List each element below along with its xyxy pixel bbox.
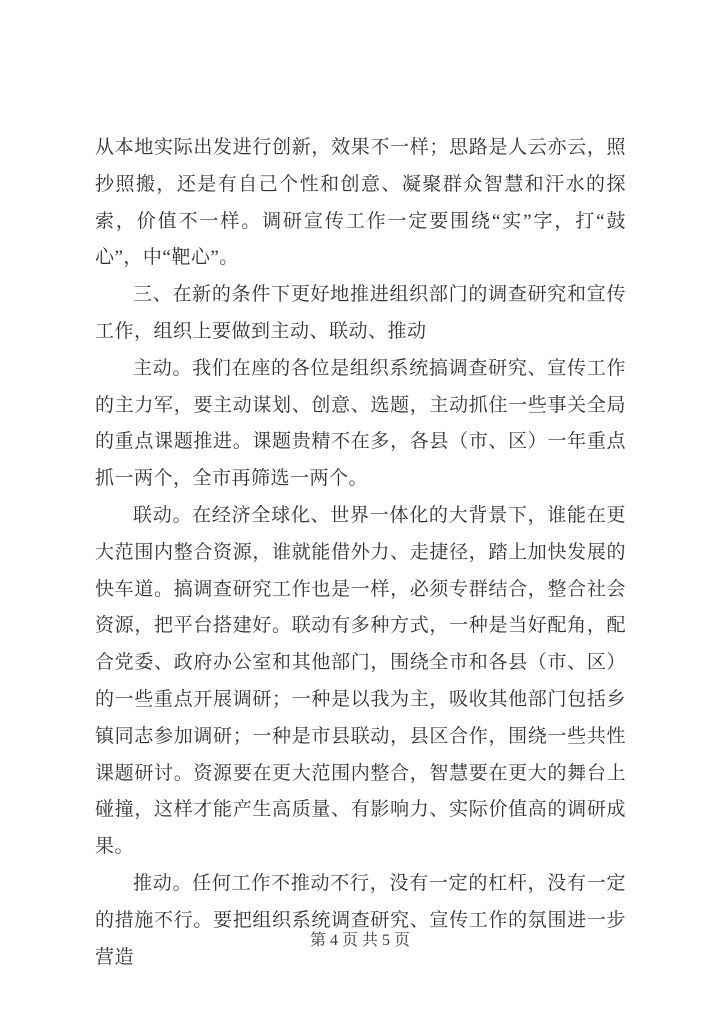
paragraph-zhudong: 主动。我们在座的各位是组织系统搞调查研究、宣传工作的主力军，要主动谋划、创意、选题，主动抓住一些事关全局的重点课题推进。课题贵精不在多，各县（市、区）一年重点抓一两个，全市再筛选一两个。 [95, 357, 626, 490]
paragraph-liandong: 联动。在经济全球化、世界一体化的大背景下，谁能在更大范围内整合资源，谁就能借外力、走捷径，踏上加快发展的快车道。搞调查研究工作也是一样，必须专群结合，整合社会资源，把平台搭建好。联动有多种方式，一种是当好配角，配合党委、政府办公室和其他部门，围绕全市和各县（市、区）的一些重点开展调研；一种是以我为主，吸收其他部门包括乡镇同志参加调研；一种是市县联动，县区合作，围绕一些共性课题研讨。资源要在更大范围内整合，智慧要在更大的舞台上碰撞，这样才能产生高质量、有影响力、实际价值高的调研成果。 [95, 504, 626, 858]
page-number-label: 第 4 页 共 5 页 [309, 932, 410, 949]
paragraph-tuidong: 推动。任何工作不推动不行，没有一定的杠杆，没有一定的措施不行。要把组织系统调查研究、宣传工作的氛围进一步营造 [95, 872, 626, 968]
document-body [95, 130, 626, 976]
page-footer [0, 930, 720, 952]
paragraph-continuation: 从本地实际出发进行创新，效果不一样；思路是人云亦云，照抄照搬，还是有自己个性和创意、凝聚群众智慧和汗水的探索，价值不一样。调研宣传工作一定要围绕“实”字，打“鼓心”，中“靶心”。 [95, 137, 626, 269]
section-heading: 三、在新的条件下更好地推进组织部门的调查研究和宣传工作，组织上要做到主动、联动、推动 [95, 284, 626, 342]
